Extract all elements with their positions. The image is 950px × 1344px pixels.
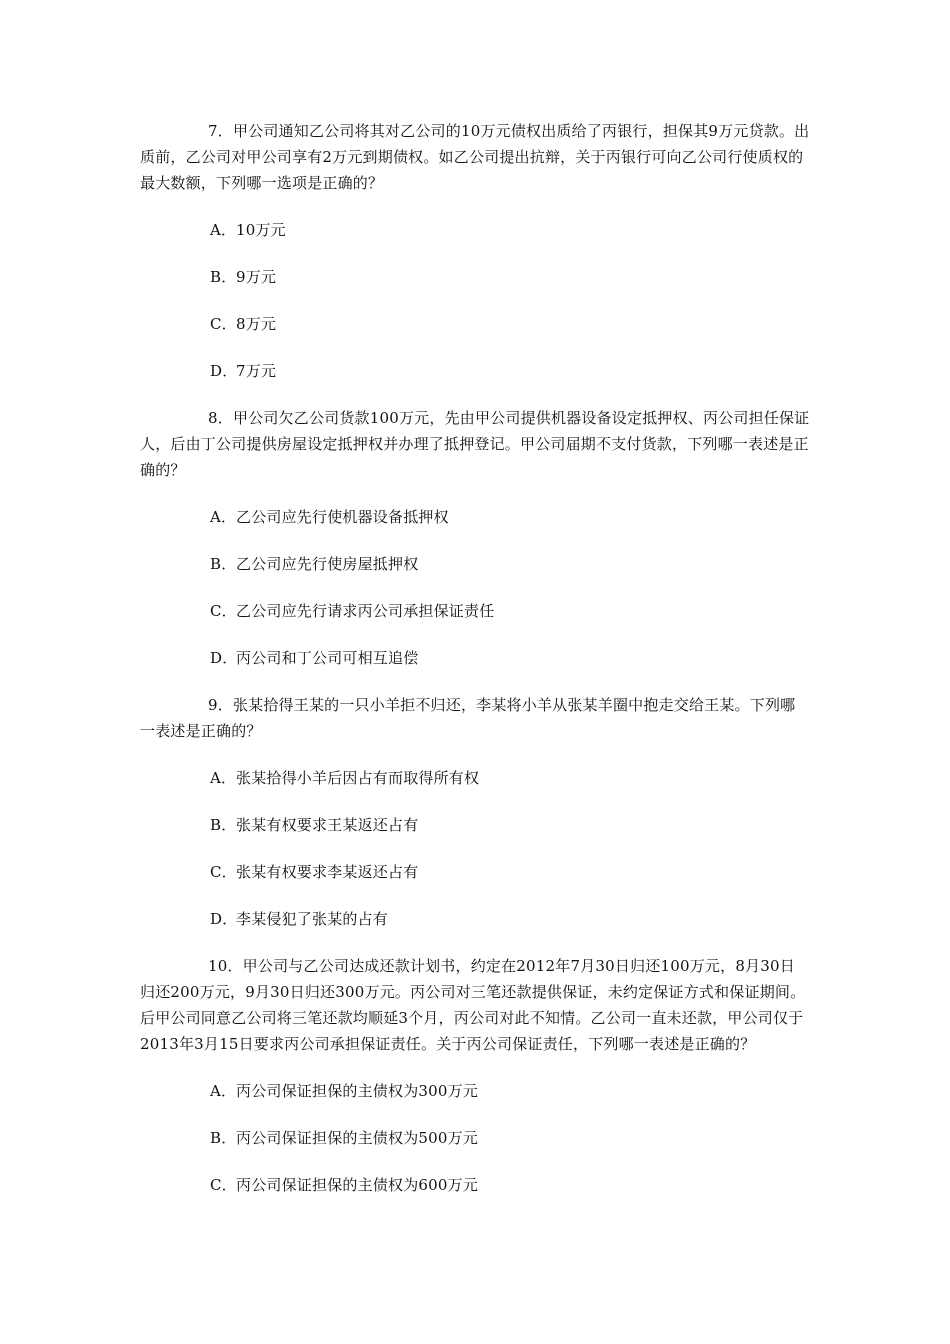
option-text: 10万元 — [236, 221, 286, 239]
option-text: 张某有权要求王某返还占有 — [236, 816, 419, 834]
option-d — [140, 645, 810, 671]
option-text: 李某侵犯了张某的占有 — [236, 910, 389, 928]
option-list — [140, 217, 810, 384]
question-stem: 7．甲公司通知乙公司将其对乙公司的10万元债权出质给了丙银行，担保其9万元贷款。出质前，乙公司对甲公司享有2万元到期债权。如乙公司提出抗辩，关于丙银行可向乙公司行使质权的最大数额，下列哪一选项是正确的？ — [140, 122, 810, 192]
option-label: D． — [210, 649, 238, 667]
option-a — [140, 1078, 810, 1104]
option-label: A． — [210, 1082, 237, 1100]
option-text: 乙公司应先行使机器设备抵押权 — [236, 508, 449, 526]
option-a — [140, 504, 810, 530]
option-label: B． — [210, 1129, 237, 1147]
option-list — [140, 504, 810, 671]
option-d — [140, 906, 810, 932]
option-label: D． — [210, 362, 238, 380]
option-list — [140, 765, 810, 932]
option-c — [140, 859, 810, 885]
option-text: 8万元 — [236, 315, 277, 333]
option-text: 7万元 — [236, 362, 277, 380]
question-9 — [140, 692, 810, 932]
option-label: C． — [210, 863, 237, 881]
option-label: B． — [210, 816, 237, 834]
question-7 — [140, 118, 810, 384]
option-label: A． — [210, 508, 237, 526]
option-d — [140, 358, 810, 384]
option-a — [140, 217, 810, 243]
option-text: 张某拾得小羊后因占有而取得所有权 — [236, 769, 480, 787]
option-text: 丙公司和丁公司可相互追偿 — [236, 649, 419, 667]
question-stem: 8．甲公司欠乙公司货款100万元，先由甲公司提供机器设备设定抵押权、丙公司担任保证人，后由丁公司提供房屋设定抵押权并办理了抵押登记。甲公司届期不支付货款，下列哪一表述是正确的？ — [140, 409, 810, 479]
option-label: B． — [210, 555, 237, 573]
option-c — [140, 1172, 810, 1198]
option-b — [140, 812, 810, 838]
option-label: C． — [210, 602, 237, 620]
option-label: D． — [210, 910, 238, 928]
option-label: A． — [210, 769, 237, 787]
option-c — [140, 311, 810, 337]
option-text: 丙公司保证担保的主债权为300万元 — [236, 1082, 479, 1100]
question-10 — [140, 953, 810, 1198]
option-label: C． — [210, 315, 237, 333]
option-label: A． — [210, 221, 237, 239]
option-list — [140, 1078, 810, 1198]
option-b — [140, 1125, 810, 1151]
option-b — [140, 264, 810, 290]
option-a — [140, 765, 810, 791]
option-label: B． — [210, 268, 237, 286]
question-stem: 9．张某拾得王某的一只小羊拒不归还，李某将小羊从张某羊圈中抱走交给王某。下列哪一表述是正确的？ — [140, 696, 796, 740]
option-text: 乙公司应先行使房屋抵押权 — [236, 555, 419, 573]
option-text: 张某有权要求李某返还占有 — [236, 863, 419, 881]
option-text: 丙公司保证担保的主债权为600万元 — [236, 1176, 479, 1194]
question-stem: 10．甲公司与乙公司达成还款计划书，约定在2012年7月30日归还100万元，8月30日归还200万元，9月30日归还300万元。丙公司对三笔还款提供保证，未约定保证方式和保证期间。后甲公司同意乙公司将三笔还款均顺延3个月，丙公司对此不知情。乙公司一直未还款，甲公司仅于2013年3月15日要求丙公司承担保证责任。关于丙公司保证责任，下列哪一表述是正确的？ — [140, 957, 806, 1053]
option-b — [140, 551, 810, 577]
option-text: 乙公司应先行请求丙公司承担保证责任 — [236, 602, 495, 620]
option-text: 丙公司保证担保的主债权为500万元 — [236, 1129, 479, 1147]
option-text: 9万元 — [236, 268, 277, 286]
option-label: C． — [210, 1176, 237, 1194]
option-c — [140, 598, 810, 624]
question-8 — [140, 405, 810, 671]
